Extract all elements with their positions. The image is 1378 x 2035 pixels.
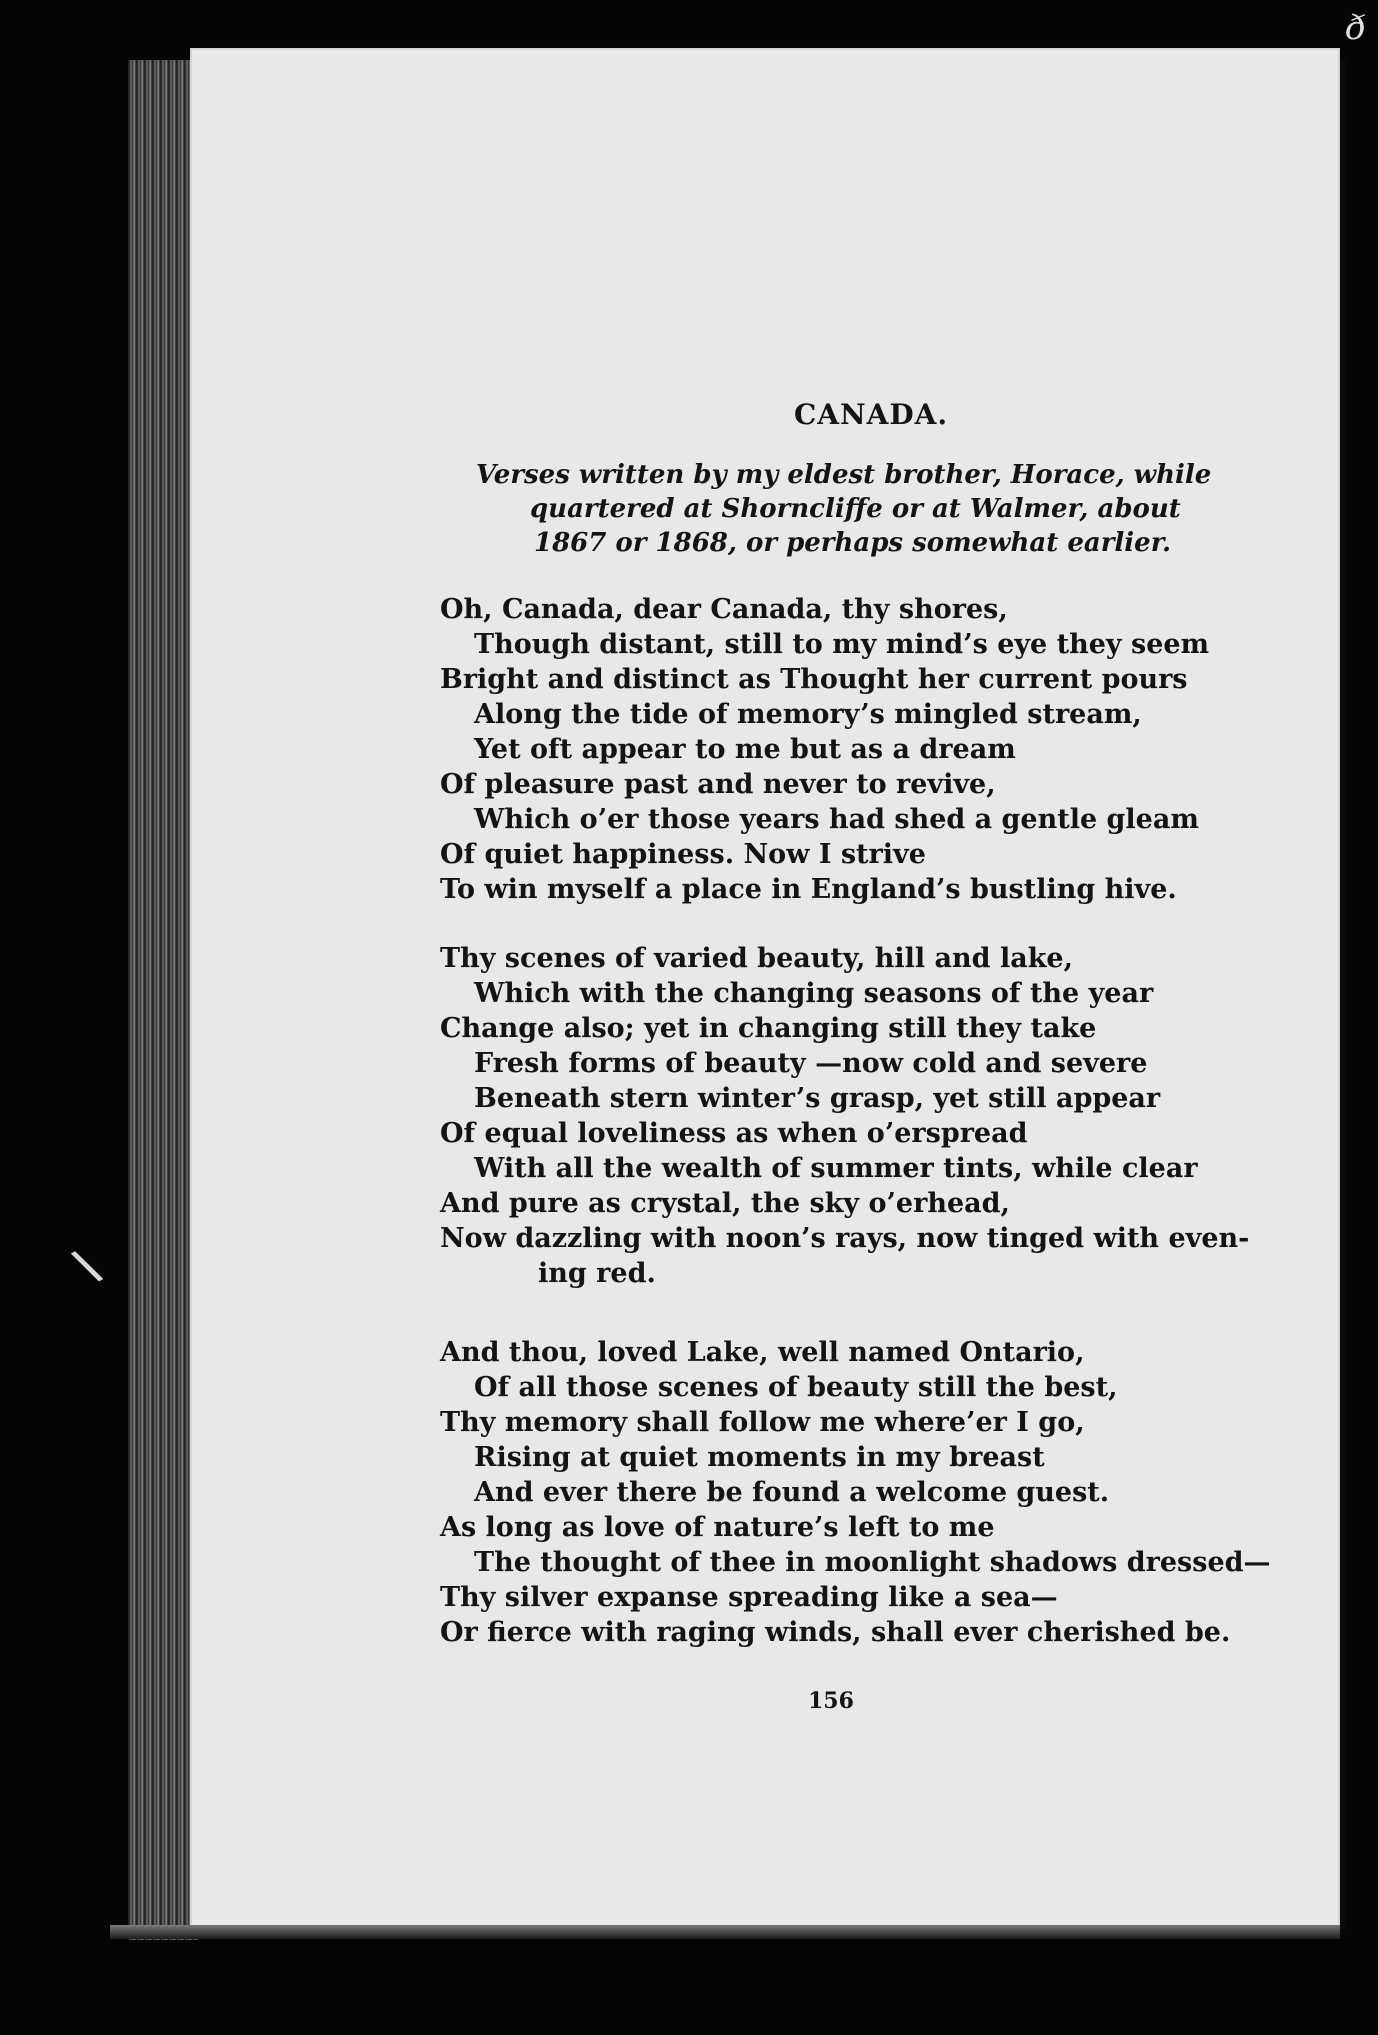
subtitle-line: Verses written by my eldest brother, Horace, while [476, 460, 1212, 490]
corner-mark: ð [1345, 8, 1366, 48]
stanza-3 [440, 1335, 1320, 1650]
verse-line: To win myself a place in England’s bustling hive. [440, 874, 1177, 905]
stanza-2 [440, 941, 1320, 1291]
verse-line: And pure as crystal, the sky o’erhead, [440, 1188, 1010, 1219]
poem-title: CANADA. [794, 398, 949, 431]
verse-line: Change also; yet in changing still they take [440, 1013, 1097, 1044]
poem-content [440, 398, 1320, 1650]
verse-line: Along the tide of memory’s mingled stream, [474, 699, 1142, 730]
verse-line: Though distant, still to my mind’s eye they seem [474, 629, 1210, 660]
verse-line: Of equal loveliness as when o’erspread [440, 1118, 1028, 1149]
verse-line: Which o’er those years had shed a gentle gleam [474, 804, 1199, 835]
verse-line: Thy scenes of varied beauty, hill and lake, [440, 943, 1073, 974]
verse-line: Of quiet happiness. Now I strive [440, 839, 926, 870]
verse-line: Oh, Canada, dear Canada, thy shores, [440, 594, 1008, 625]
verse-line: Of all those scenes of beauty still the best, [474, 1372, 1118, 1403]
book-page-edges [128, 60, 198, 1940]
verse-line: As long as love of nature’s left to me [440, 1512, 995, 1543]
verse-line: Or fierce with raging winds, shall ever cherished be. [440, 1617, 1231, 1648]
verse-line: And ever there be found a welcome guest. [474, 1477, 1110, 1508]
verse-line: Thy silver expanse spreading like a sea— [440, 1582, 1058, 1613]
verse-line: Bright and distinct as Thought her current pours [440, 664, 1188, 695]
verse-line: ing red. [538, 1258, 656, 1289]
verse-line: With all the wealth of summer tints, while clear [474, 1153, 1198, 1184]
page-bottom-shadow [110, 1925, 1340, 1939]
stanza-1 [440, 592, 1320, 907]
page-number: 156 [808, 1688, 854, 1714]
poem-subtitle [476, 458, 1320, 592]
subtitle-line: quartered at Shorncliffe or at Walmer, about [530, 494, 1181, 524]
verse-line: Which with the changing seasons of the year [474, 978, 1154, 1009]
verse-line: Now dazzling with noon’s rays, now tinged with even- [440, 1223, 1250, 1254]
verse-line: The thought of thee in moonlight shadows dressed— [474, 1547, 1271, 1578]
verse-line: Thy memory shall follow me where’er I go, [440, 1407, 1085, 1438]
verse-line: Of pleasure past and never to revive, [440, 769, 996, 800]
page-right-edge [1340, 60, 1346, 1930]
verse-line: Yet oft appear to me but as a dream [474, 734, 1016, 765]
margin-mark: \ [66, 1237, 107, 1293]
verse-line: And thou, loved Lake, well named Ontario, [440, 1337, 1085, 1368]
subtitle-line: 1867 or 1868, or perhaps somewhat earlier. [534, 528, 1172, 558]
verse-line: Fresh forms of beauty —now cold and severe [474, 1048, 1148, 1079]
verse-line: Beneath stern winter’s grasp, yet still appear [474, 1083, 1161, 1114]
verse-line: Rising at quiet moments in my breast [474, 1442, 1045, 1473]
